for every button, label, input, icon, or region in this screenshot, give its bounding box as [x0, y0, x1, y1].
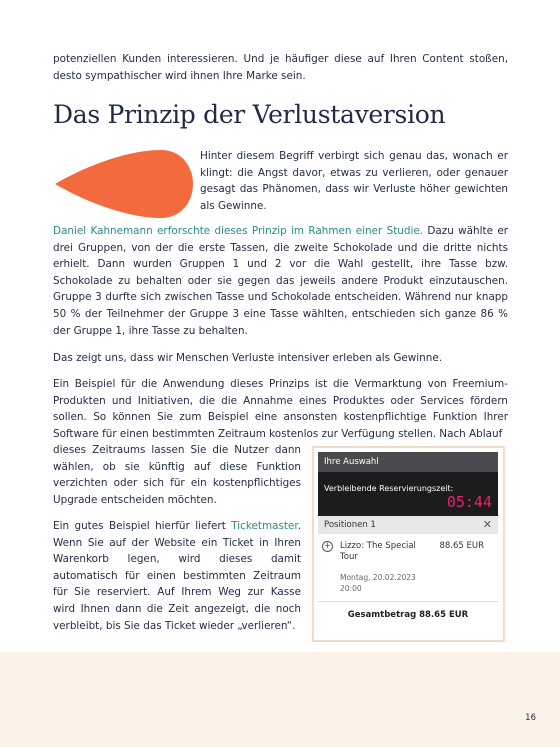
- divider: [318, 601, 498, 602]
- timer-value: 05:44: [446, 493, 492, 511]
- study-text: Dazu wählte er drei Gruppen, von der die erste Tassen, die zweite Schokolade und die dritte nichts erhielt. Dann wurden Gruppen 1 und 2 vor die Wahl gestellt, ihre Tasse bzw. Schokolade zu behalten oder sie gegen das jeweils andere Produkt einzutauschen. Gruppe 3 durfte sich zwischen Tasse und Schokolade entscheiden. Während nur knapp 50 % der Teilnehmer der Gruppe 3 eine Tasse wählten, entschieden sich ganze 86 % der Gruppe 1, ihre Tasse zu behalten.: [53, 225, 508, 337]
- reservation-timer: [318, 472, 498, 516]
- footer-band: [0, 652, 560, 747]
- close-icon[interactable]: ✕: [482, 518, 492, 531]
- total-amount: Gesamtbetrag 88.65 EUR: [347, 610, 469, 620]
- positions-label: Positionen 1: [324, 520, 376, 530]
- item-date: Montag, 20.02.2023 20:00: [340, 573, 416, 593]
- intro-paragraph: potenziellen Kunden interessieren. Und je häufiger diese auf Ihren Content stoßen, desto sympathischer wird ihnen Ihre Marke sein.: [53, 53, 508, 82]
- cart-item: [318, 536, 498, 600]
- accent-drop-shape: [53, 150, 193, 218]
- item-price: 88.65 EUR: [439, 541, 484, 551]
- study-paragraph: [53, 223, 508, 339]
- timer-label: Verbleibende Reservierungszeit:: [324, 484, 454, 493]
- ticket-cart-widget: [312, 446, 505, 642]
- plus-icon[interactable]: +: [323, 541, 332, 551]
- example-paragraph-continued: dieses Zeitraums lassen Sie die Nutzer dann wählen, ob sie künftig auf diese Funktion verzichten oder sich für ein kostenpflichtiges Upgrade entscheiden möchten.: [53, 444, 301, 506]
- item-name: Lizzo: The Special Tour: [340, 541, 416, 562]
- positions-bar: [318, 516, 498, 534]
- ticketmaster-paragraph: Ein gutes Beispiel hierfür liefert Ticketmaster. Wenn Sie auf der Website ein Ticket in Ihren Warenkorb legen, wird dieses damit automatisch für einen bestimmten Zeitraum für Sie reserviert. Auf Ihrem Weg zur Kasse wird Ihnen dann die Zeit angezeigt, die noch verbleibt, bis Sie das Ticket wieder „verlieren“.: [53, 520, 301, 632]
- kahnemann-study-link[interactable]: Daniel Kahnemann erforschte dieses Prinzip im Rahmen einer Studie.: [53, 225, 424, 237]
- page-number: 16: [525, 713, 536, 723]
- widget-header: Ihre Auswahl: [318, 452, 498, 472]
- example-paragraph: Ein Beispiel für die Anwendung dieses Prinzips ist die Vermarktung von Freemium-Produkten und Initiativen, die die Annahme eines Produktes oder Services fördern sollen. So können Sie zum Beispiel eine ansonsten kostenpflichtige Funktion Ihrer Software für einen bestimmten Zeitraum kostenlos zur Verfügung stellen. Nach Ablauf: [53, 378, 508, 440]
- ticketmaster-link[interactable]: Ticketmaster: [231, 520, 298, 532]
- lead-paragraph: Hinter diesem Begriff verbirgt sich genau das, wonach er klingt: die Angst davor, etwas zu verlieren, oder genauer gesagt das Phänomen, dass wir Verluste höher gewichten als Gewinne.: [200, 150, 508, 212]
- section-heading: Das Prinzip der Verlustaversion: [53, 100, 446, 129]
- conclusion-paragraph: Das zeigt uns, dass wir Menschen Verluste intensiver erleben als Gewinne.: [53, 352, 443, 364]
